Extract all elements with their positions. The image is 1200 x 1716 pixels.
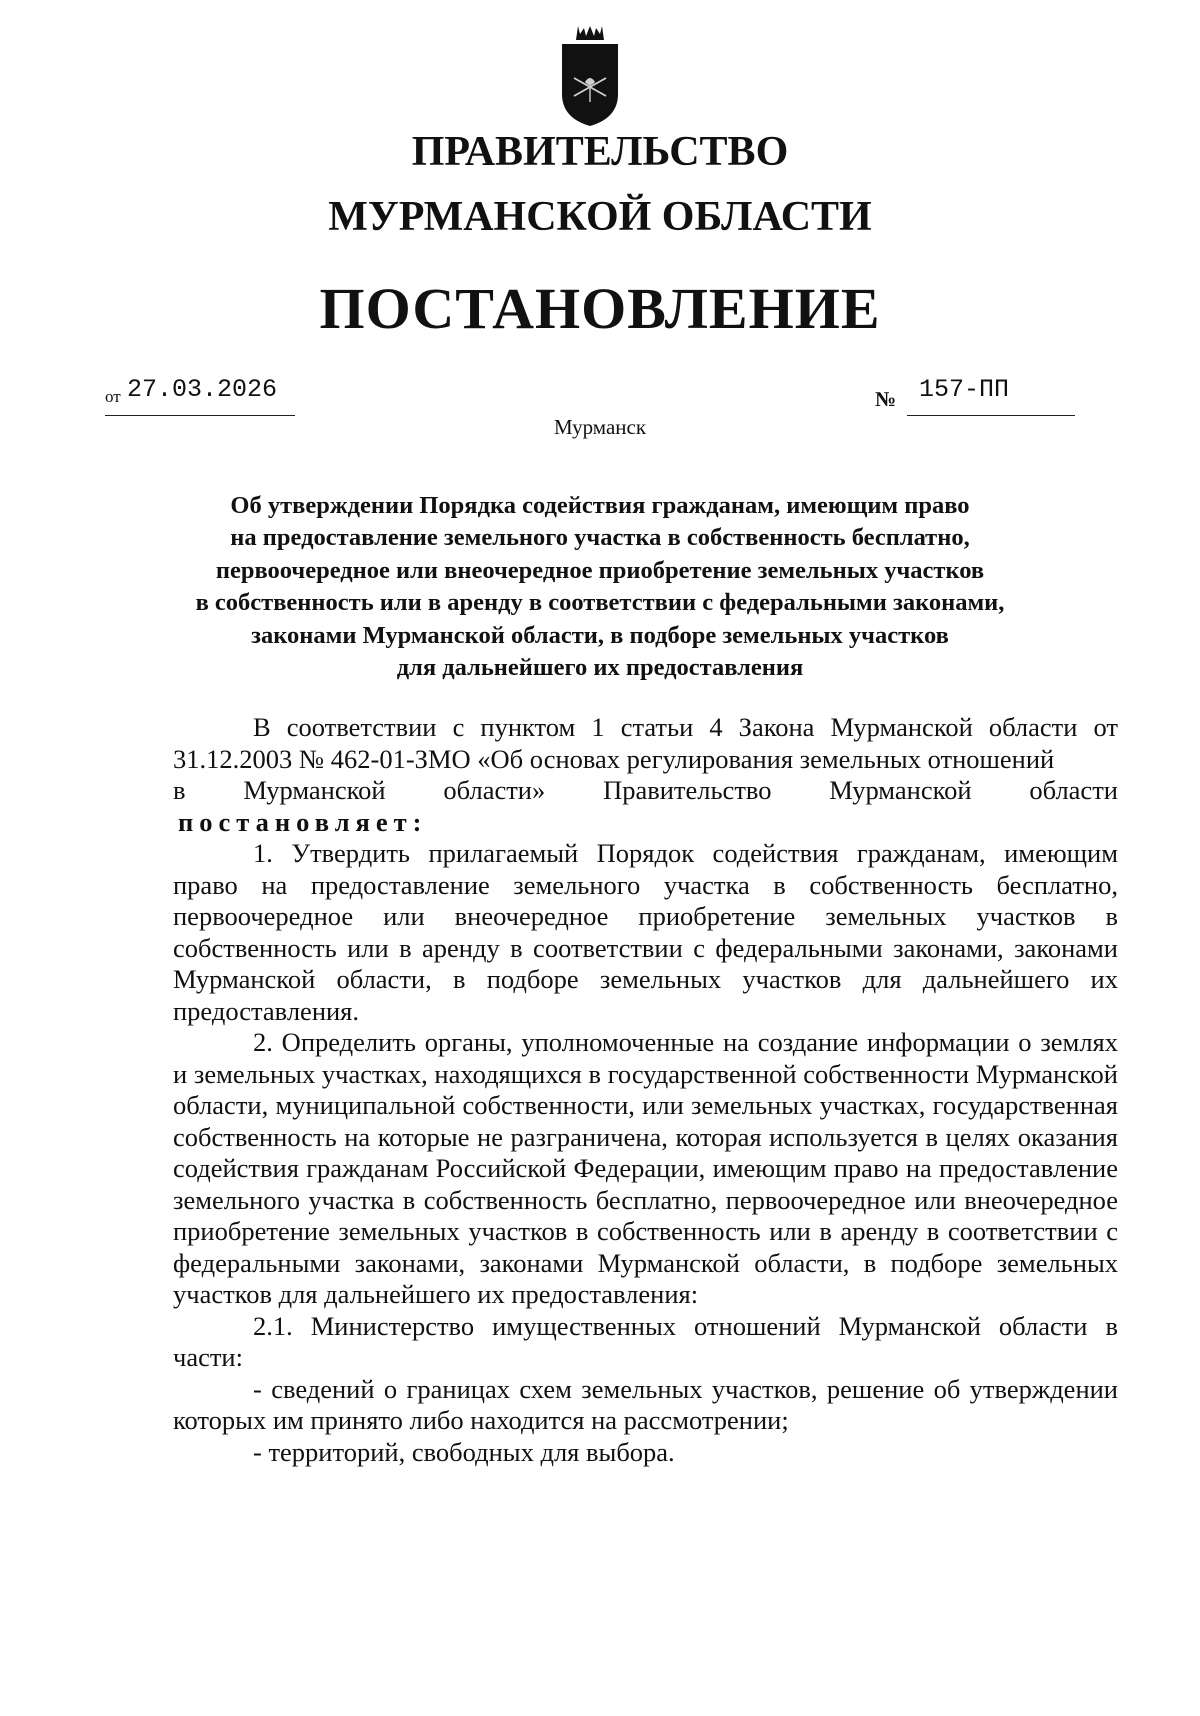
- number-value: 157-ПП: [919, 375, 1010, 404]
- preamble-spread-line: [173, 775, 1118, 807]
- item-2-paragraph: 2. Определить органы, уполномоченные на создание информации о землях и земельных участках, находящихся в государственной собственности Мурманской области, муниципальной собственности, или земельных участках, государственная собственность на которые не разграничена, которая используется в целях оказания содействия гражданам Российской Федерации, имеющим право на предоставление земельного участка в собственность бесплатно, первоочередное или внеочередное приобретение земельных участков в собственность или в аренду в соответствии с федеральными законами, законами Мурманской области, в подборе земельных участков для дальнейшего их предоставления:: [173, 1027, 1118, 1309]
- preamble-word: области: [1029, 775, 1118, 805]
- document-body: [173, 712, 1118, 1468]
- preamble-word: Мурманской: [243, 775, 386, 805]
- preamble-word: Мурманской: [829, 775, 972, 805]
- title-line: для дальнейшего их предоставления: [396, 654, 804, 682]
- title-line: в собственность или в аренду в соответствии с федеральными законами,: [195, 589, 1005, 617]
- title-line: Об утверждении Порядка содействия гражданам, имеющим право: [230, 492, 970, 519]
- number-field: [875, 375, 1075, 415]
- resolves-word: постановляет:: [178, 806, 428, 837]
- number-sign: №: [875, 387, 897, 411]
- title-line: первоочередное или внеочередное приобретение земельных участков: [215, 556, 985, 584]
- date-value: 27.03.2026: [127, 375, 278, 404]
- preamble-paragraph: В соответствии с пунктом 1 статьи 4 Закона Мурманской области от 31.12.2003 № 462-01-ЗМО «Об основах регулирования земельных отношений: [173, 712, 1118, 774]
- preamble-word: Правительство: [603, 775, 772, 805]
- title-line: законами Мурманской области, в подборе земельных участков: [251, 621, 949, 649]
- preamble-word: в: [173, 775, 186, 805]
- item-1-paragraph: 1. Утвердить прилагаемый Порядок содействия гражданам, имеющим право на предоставление земельного участка в собственность бесплатно, первоочередное или внеочередное приобретение земельных участков в собственность или в аренду в соответствии с федеральными законами, законами Мурманской области, в подборе земельных участков для дальнейшего их предоставления.: [173, 838, 1118, 1026]
- number-underline: [907, 375, 1075, 416]
- city: Мурманск: [553, 415, 647, 439]
- title-line: на предоставление земельного участка в собственность бесплатно,: [230, 524, 970, 552]
- document-title: [150, 490, 1050, 684]
- item-2-1-a-paragraph: - сведений о границах схем земельных участков, решение об утверждении которых им принято либо находится на рассмотрении;: [173, 1373, 1118, 1435]
- coat-of-arms-icon: [548, 22, 632, 128]
- item-2-1-b-paragraph: - территорий, свободных для выбора.: [253, 1436, 675, 1467]
- item-2-1-paragraph: 2.1. Министерство имущественных отношений Мурманской области в части:: [173, 1310, 1118, 1372]
- government-name-line2: МУРМАНСКОЙ ОБЛАСТИ: [328, 194, 872, 240]
- preamble-word: области»: [443, 775, 546, 805]
- date-field: [105, 375, 295, 416]
- date-prefix: от: [105, 387, 121, 406]
- document-type: ПОСТАНОВЛЕНИЕ: [319, 276, 881, 341]
- government-name-line1: ПРАВИТЕЛЬСТВО: [411, 129, 789, 175]
